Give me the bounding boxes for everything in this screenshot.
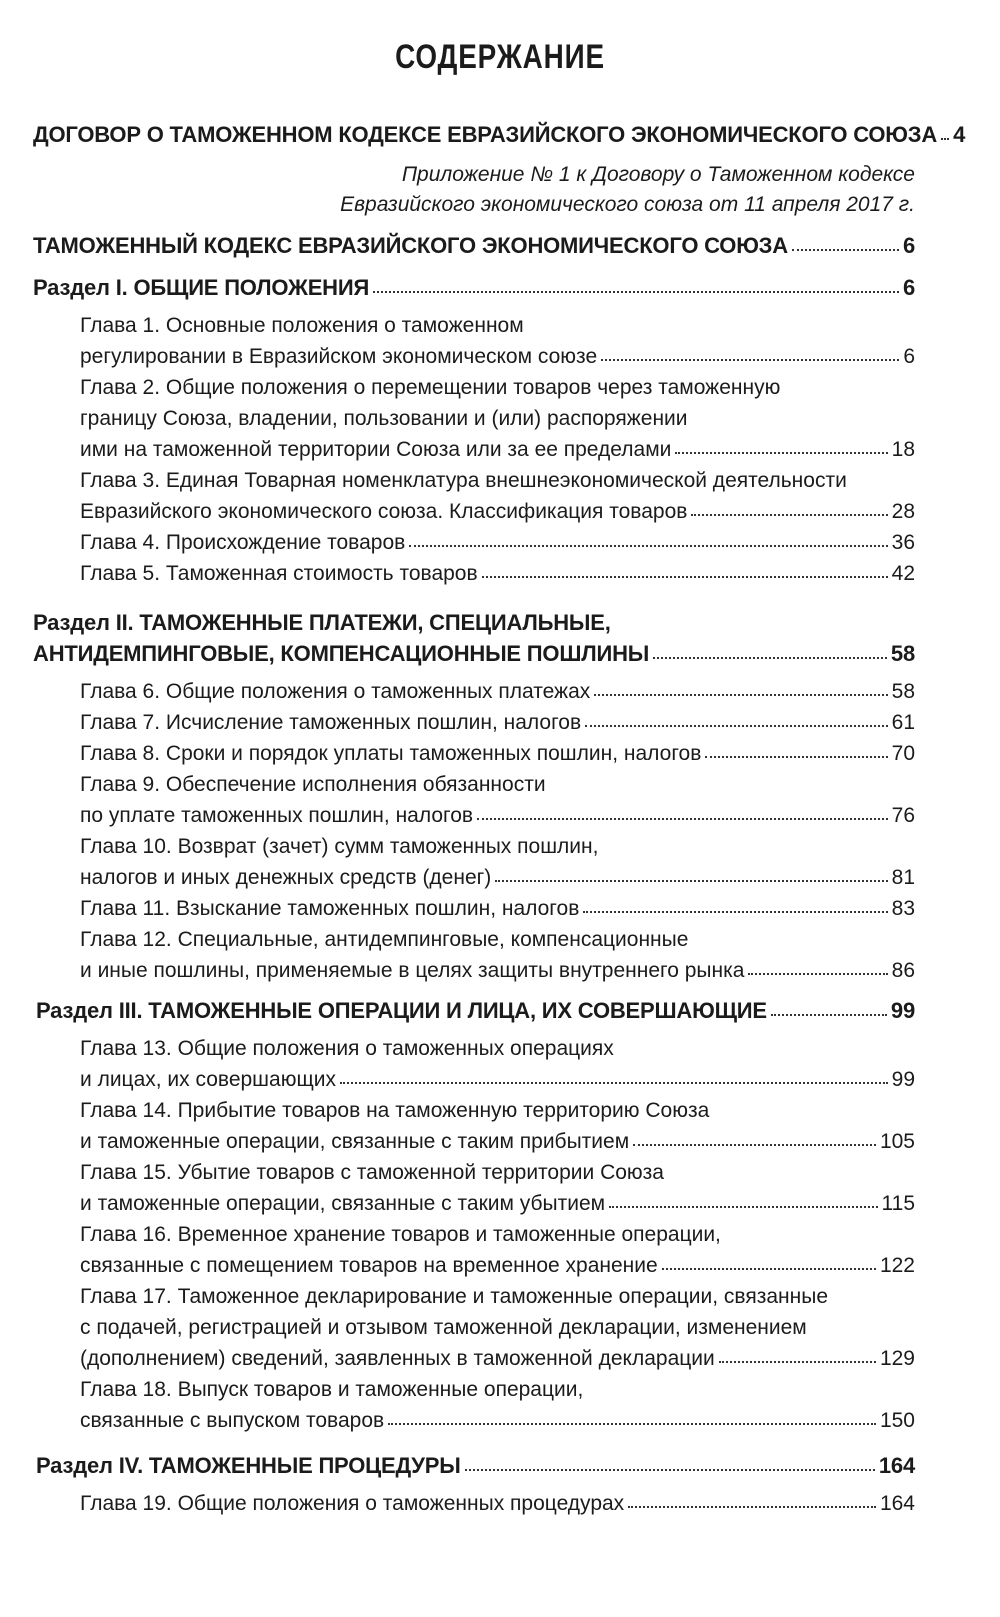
- page-number: 83: [891, 897, 915, 920]
- dot-leader: [340, 1069, 888, 1084]
- chapter-entry-label: связанные с выпуском товаров: [80, 1409, 385, 1432]
- dot-leader: [594, 681, 887, 696]
- appendix-note: Приложение № 1 к Договору о Таможенном кодексе: [401, 163, 915, 186]
- page-number: 105: [879, 1130, 915, 1153]
- dot-leader: [941, 125, 949, 140]
- chapter-entry-row: [80, 1492, 915, 1516]
- chapter-entry-label: Глава 19. Общие положения о таможенных процедурах: [80, 1492, 625, 1515]
- chapter-entry-line: Глава 9. Обеспечение исполнения обязанности: [80, 773, 546, 796]
- chapter-entry-row: [80, 1409, 915, 1433]
- page-number: 164: [878, 1453, 915, 1478]
- dot-leader: [675, 439, 887, 454]
- chapter-entry-line: Глава 16. Временное хранение товаров и таможенные операции,: [80, 1223, 721, 1246]
- dot-leader: [719, 1348, 876, 1363]
- page-number: 36: [891, 531, 915, 554]
- page-number: 122: [879, 1254, 915, 1277]
- dot-leader: [628, 1493, 876, 1508]
- dot-leader: [653, 644, 887, 659]
- chapter-entry-row: [80, 1068, 915, 1092]
- chapter-entry-label: и таможенные операции, связанные с таким прибытием: [80, 1130, 630, 1153]
- page-number: 99: [891, 1068, 915, 1091]
- chapter-entry-label: Глава 11. Взыскание таможенных пошлин, налогов: [80, 897, 580, 920]
- chapter-entry-label: Глава 8. Сроки и порядок уплаты таможенных пошлин, налогов: [80, 742, 702, 765]
- dot-leader: [409, 532, 887, 547]
- page-number: 86: [891, 959, 915, 982]
- page-number: 150: [879, 1409, 915, 1432]
- chapter-entry-row: [80, 500, 915, 524]
- page-number: 164: [879, 1492, 915, 1515]
- chapter-entry-row: [80, 1347, 915, 1371]
- appendix-note: Евразийского экономического союза от 11 апреля 2017 г.: [340, 193, 915, 216]
- page-number: 70: [891, 742, 915, 765]
- chapter-entry-row: [80, 866, 915, 890]
- chapter-entry-label: регулировании в Евразийском экономическом союзе: [80, 345, 598, 368]
- chapter-entry-line: с подачей, регистрацией и отзывом таможенной декларации, изменением: [80, 1316, 807, 1339]
- page-number: 115: [881, 1192, 915, 1215]
- code-heading-label: ТАМОЖЕННЫЙ КОДЕКС ЕВРАЗИЙСКОГО ЭКОНОМИЧЕСКОГО СОЮЗА: [33, 233, 788, 258]
- chapter-entry-label: ими на таможенной территории Союза или за ее пределами: [80, 438, 672, 461]
- chapter-entry-row: [80, 1254, 915, 1278]
- dot-leader: [373, 278, 899, 293]
- chapter-entry-row: [80, 1130, 915, 1154]
- chapter-entry-row: [80, 562, 915, 586]
- chapter-entry-line: Глава 18. Выпуск товаров и таможенные операции,: [80, 1378, 584, 1401]
- page-number: 76: [891, 804, 915, 827]
- dot-leader: [482, 563, 888, 578]
- page-number: 58: [890, 641, 915, 666]
- chapter-entry-line: Глава 14. Прибытие товаров на таможенную территорию Союза: [80, 1099, 710, 1122]
- dot-leader: [633, 1131, 876, 1146]
- chapter-entry-line: Глава 2. Общие положения о перемещении товаров через таможенную: [80, 376, 781, 399]
- chapter-entry-row: [80, 438, 915, 462]
- dot-leader: [477, 805, 888, 820]
- code-heading-row: [33, 233, 915, 259]
- dot-leader: [388, 1410, 876, 1425]
- page-number: 18: [891, 438, 915, 461]
- chapter-entry-line: Глава 1. Основные положения о таможенном: [80, 314, 524, 337]
- chapter-entry-row: [80, 959, 915, 983]
- page-number: 42: [891, 562, 915, 585]
- page-title: СОДЕРЖАНИЕ: [395, 38, 605, 76]
- dot-leader: [792, 236, 899, 251]
- chapter-entry-label: (дополнением) сведений, заявленных в таможенной декларации: [80, 1347, 715, 1370]
- dot-leader: [705, 743, 887, 758]
- page-number: 81: [891, 866, 915, 889]
- chapter-entry-label: связанные с помещением товаров на временное хранение: [80, 1254, 658, 1277]
- chapter-entry-label: по уплате таможенных пошлин, налогов: [80, 804, 474, 827]
- dot-leader: [691, 501, 887, 516]
- dot-leader: [609, 1193, 877, 1208]
- chapter-entry-line: границу Союза, владении, пользовании и (или) распоряжении: [80, 407, 688, 430]
- chapter-entry-line: Глава 15. Убытие товаров с таможенной территории Союза: [80, 1161, 664, 1184]
- page-number: 28: [891, 500, 915, 523]
- section-heading-row: [33, 641, 915, 667]
- chapter-entry-label: налогов и иных денежных средств (денег): [80, 866, 492, 889]
- page-number: 129: [879, 1347, 915, 1370]
- chapter-entry-row: [80, 1192, 915, 1216]
- chapter-entry-row: [80, 897, 915, 921]
- page-number: 58: [891, 680, 915, 703]
- chapter-entry-label: и таможенные операции, связанные с таким убытием: [80, 1192, 606, 1215]
- page-number: 6: [903, 345, 915, 368]
- section-heading-label: АНТИДЕМПИНГОВЫЕ, КОМПЕНСАЦИОННЫЕ ПОШЛИНЫ: [33, 641, 650, 666]
- dot-leader: [495, 867, 887, 882]
- chapter-entry-label: и лицах, их совершающих: [80, 1068, 336, 1091]
- dot-leader: [583, 898, 887, 913]
- section-heading-row: [36, 998, 915, 1024]
- chapter-entry-label: Евразийского экономического союза. Классификация товаров: [80, 500, 688, 523]
- chapter-entry-label: Глава 6. Общие положения о таможенных платежах: [80, 680, 591, 703]
- section-heading-row: [36, 1453, 915, 1479]
- page-number: 61: [891, 711, 915, 734]
- chapter-entry-row: [80, 711, 915, 735]
- chapter-entry-label: и иные пошлины, применяемые в целях защиты внутреннего рынка: [80, 959, 745, 982]
- dot-leader: [585, 712, 888, 727]
- dot-leader: [771, 1001, 887, 1016]
- chapter-entry-row: [80, 804, 915, 828]
- dot-leader: [748, 960, 887, 975]
- dot-leader: [662, 1255, 876, 1270]
- treaty-heading-row: [33, 122, 966, 148]
- chapter-entry-line: Глава 12. Специальные, антидемпинговые, компенсационные: [80, 928, 689, 951]
- section-heading-line: Раздел II. ТАМОЖЕННЫЕ ПЛАТЕЖИ, СПЕЦИАЛЬНЫЕ,: [33, 610, 611, 635]
- chapter-entry-row: [80, 531, 915, 555]
- chapter-entry-row: [80, 742, 915, 766]
- section-heading-label: Раздел IV. ТАМОЖЕННЫЕ ПРОЦЕДУРЫ: [36, 1453, 461, 1478]
- page-number: 6: [902, 233, 915, 258]
- chapter-entry-row: [80, 680, 915, 704]
- chapter-entry-line: Глава 13. Общие положения о таможенных операциях: [80, 1037, 614, 1060]
- chapter-entry-line: Глава 10. Возврат (зачет) сумм таможенных пошлин,: [80, 835, 599, 858]
- chapter-entry-line: Глава 3. Единая Товарная номенклатура внешнеэкономической деятельности: [80, 469, 847, 492]
- page-number: 4: [953, 122, 966, 147]
- section-heading-label: Раздел I. ОБЩИЕ ПОЛОЖЕНИЯ: [33, 275, 370, 300]
- chapter-entry-label: Глава 7. Исчисление таможенных пошлин, налогов: [80, 711, 582, 734]
- chapter-entry-label: Глава 5. Таможенная стоимость товаров: [80, 562, 478, 585]
- chapter-entry-label: Глава 4. Происхождение товаров: [80, 531, 406, 554]
- section-heading-row: [33, 275, 915, 301]
- chapter-entry-row: [80, 345, 915, 369]
- page-number: 99: [890, 998, 915, 1023]
- chapter-entry-line: Глава 17. Таможенное декларирование и таможенные операции, связанные: [80, 1285, 828, 1308]
- treaty-heading-label: ДОГОВОР О ТАМОЖЕННОМ КОДЕКСЕ ЕВРАЗИЙСКОГО ЭКОНОМИЧЕСКОГО СОЮЗА: [33, 122, 938, 147]
- dot-leader: [601, 346, 899, 361]
- section-heading-label: Раздел III. ТАМОЖЕННЫЕ ОПЕРАЦИИ И ЛИЦА, ИХ СОВЕРШАЮЩИЕ: [36, 998, 767, 1023]
- dot-leader: [465, 1456, 875, 1471]
- page-number: 6: [902, 275, 915, 300]
